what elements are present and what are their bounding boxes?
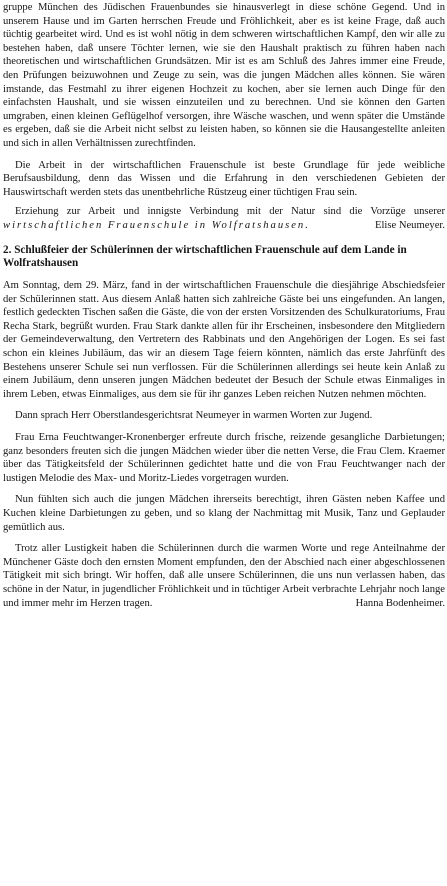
article2-paragraph-2: Dann sprach Herr Oberstlandesgerichtsrat Neumeyer in warmen Worten zur Jugend.: [15, 410, 373, 422]
article2-signature: Hanna Bodenheimer.: [355, 597, 445, 609]
article1-signature: Elise Neumeyer.: [374, 219, 445, 231]
article2-paragraph-3: Frau Erna Feuchtwanger-Kronenberger erfreute durch frische, reizende gesangliche Darbietungen; ganz besonders freuten sich die jungen Mädchen wieder über die netten Verse, die Frau Clem. Kraemer über das Tätigkeitsfeld der Schülerinnen gedichtet hatte und die von Frau Feuchtwanger nach der lustigen Melodie des Max- und Moritz-Liedes vorgetragen wurden.: [3, 432, 445, 484]
article2-paragraph-5: [3, 542, 445, 610]
article1-closing-paragraph: [3, 205, 445, 232]
article2-paragraph-1: Am Sonntag, dem 29. März, fand in der wirtschaftlichen Frauenschule die diesjährige Abschiedsfeier der Schülerinnen statt. Aus diesem Anlaß hatten sich zahlreiche Gäste bei uns eingefunden. An langen, festlich gedeckten Tischen saßen die Gäste, die von der ersten Vorsitzenden des Schulkuratoriums, Frau Recha Stark, begrüßt wurden. Frau Stark dankte allen für ihr Erscheinen, insbesondere den Mitgliedern der Gemeindeverwaltung, den Vertretern des Rabbinats und den Angehörigen der Logen. Es sei fast schon ein kleines Jubiläum, das wir an diesem Tage feiern könnten, nämlich das erste Jahrfünft des Bestehens unserer Schule sei nun verflossen. Für die Schülerinnen allerdings sei heute kein Anlaß zu einem Jubiläum, denn unseren jungen Mädchen bedeutet der Besuch der Schule etwas Einmaliges in ihrem Leben, etwas Einmaliges, aus dem sie für ihr ganzes Leben reichen Nutzen nehmen möchten.: [3, 280, 445, 400]
article2-paragraph-5-text: Trotz aller Lustigkeit haben die Schülerinnen durch die warmen Worte und rege Anteilnahme der Münchener Gäste doch den ernsten Moment empfunden, den der Abschied nach einer abgeschlossenen Tätigkeit mit sich bringt. Wir hoffen, daß alle unsere Schülerinnen, die uns nun verlassen haben, das schöne in der Natur, in jugendlicher Fröhlichkeit und in tüchtiger Arbeit verbrachte Lehrjahr noch lange und immer mehr im Herzen tragen.: [3, 543, 445, 609]
article1-closing-spaced-text: wirtschaftlichen Frauenschule in Wolfratshausen.: [3, 219, 310, 231]
article1-intro-paragraph: gruppe München des Jüdischen Frauenbundes sie hinausverlegt in diese schöne Gegend. Und in unserem Hause und im Garten herrschen Freude und Fröhlichkeit, aber es ist keine Frage, daß auch tüchtig gearbeitet wird. Und es ist wohl nötig in dem schweren wirtschaftlichen Kampf, den wir alle zu bestehen haben, daß unsere Töchter lernen, wie sie den Haushalt praktisch zu führen haben nach theoretischen und wirtschaftlichen Grundsätzen. Mir ist es am Schluß des Jahres immer eine Freude, den Prüfungen beizuwohnen und Zeuge zu sein, was die jungen Mädchen alles können. Sie wären imstande, das Festmahl zu ihrer eigenen Hochzeit zu kochen, aber sie lernen auch Dinge für den einfachsten Haushalt, und sie wissen einzuteilen und zu berechnen. Und sie können den Garten umgraben, einen kleinen Geflügelhof versorgen, ihre Wäsche waschen, und wenn später die Umstände es ergeben, daß sie die Arbeit nicht selbst zu leisten haben, so können sie die Hausangestellte anleiten und sich in allen Verhältnissen zurechtfinden.: [3, 2, 445, 149]
article2-heading: 2. Schlußfeier der Schülerinnen der wirtschaftlichen Frauenschule auf dem Lande in Wolfratshausen: [3, 243, 407, 270]
article1-paragraph-2: Die Arbeit in der wirtschaftlichen Frauenschule ist beste Grundlage für jede weibliche Berufsausbildung, denn das Wissen und die Erfahrung in den verschiedenen Gebieten der Hauswirtschaft werden stets das unentbehrliche Rüstzeug einer tüchtigen Frau sein.: [3, 159, 445, 198]
article2-paragraph-4: Nun fühlten sich auch die jungen Mädchen ihrerseits berechtigt, ihren Gästen neben Kaffee und Kuchen kleine Darbietungen zu geben, und so klang der Nachmittag mit Musik, Tanz und Geplauder gemütlich aus.: [3, 494, 445, 533]
article1-closing-lead: Erziehung zur Arbeit und innigste Verbindung mit der Natur sind die Vorzüge unserer: [15, 206, 445, 218]
